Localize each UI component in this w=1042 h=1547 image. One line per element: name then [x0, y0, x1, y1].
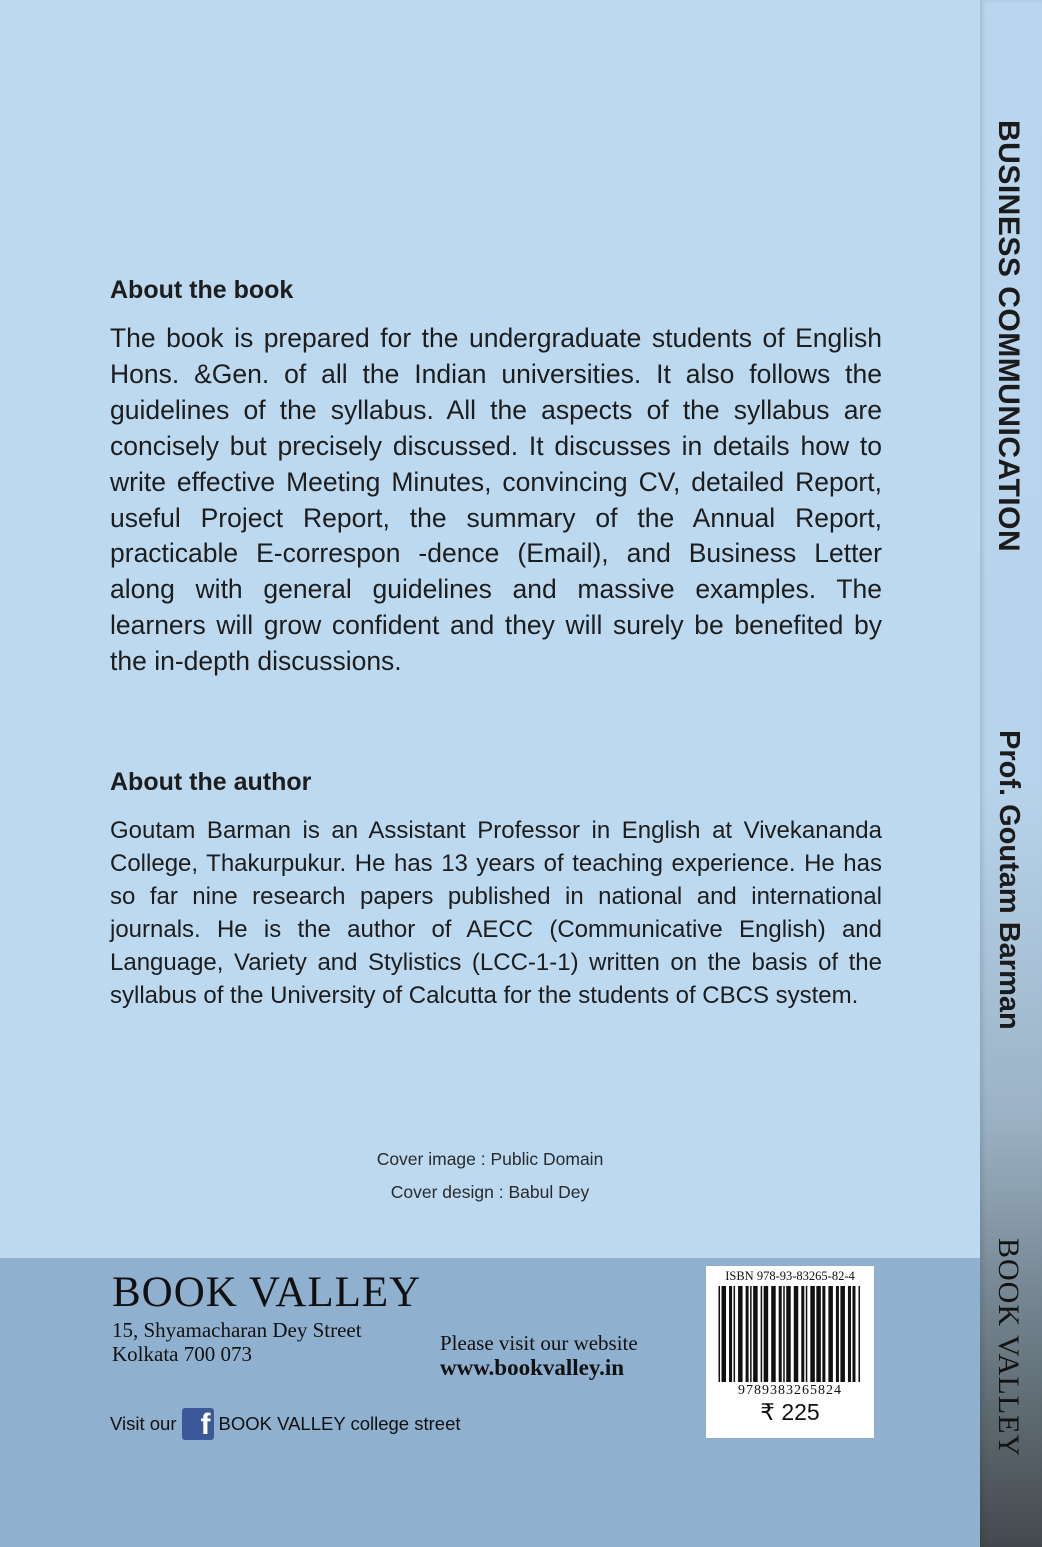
barcode-bar — [852, 1286, 855, 1382]
barcode-bar — [858, 1286, 860, 1382]
cover-design-credit: Cover design : Babul Dey — [390, 1182, 590, 1202]
publisher-logo: BOOK VALLEY — [112, 1269, 422, 1316]
isbn-number: ISBN 978-93-83265-82-4 — [725, 1269, 855, 1283]
spine-publisher: BOOK VALLEY — [992, 1238, 1025, 1458]
barcode-bar — [734, 1286, 736, 1382]
barcode-bar — [719, 1286, 721, 1382]
barcode-bar — [794, 1286, 799, 1382]
barcode-bar — [738, 1286, 743, 1382]
barcode-bar — [771, 1286, 776, 1382]
spine-author: Prof. Goutam Barman — [993, 730, 1025, 1030]
barcode-bar — [822, 1286, 825, 1382]
barcode-bar — [828, 1286, 833, 1382]
about-author-heading: About the author — [110, 768, 312, 796]
barcode-bar — [722, 1286, 727, 1382]
publisher-address-line-1: 15, Shyamacharan Dey Street — [112, 1318, 362, 1342]
barcode-digits: 9789383265824 — [738, 1383, 842, 1398]
facebook-line[interactable] — [110, 1408, 461, 1440]
barcode-bar — [729, 1286, 732, 1382]
barcode-bar — [764, 1286, 769, 1382]
book-price: ₹ 225 — [760, 1399, 820, 1425]
barcode-bar — [779, 1286, 782, 1382]
barcode-bar — [746, 1286, 749, 1382]
barcode-bar — [753, 1286, 758, 1382]
barcode-bar — [783, 1286, 785, 1382]
barcode-bar — [810, 1286, 815, 1382]
about-author-text: Goutam Barman is an Assistant Professor in English at Vivekananda College, Thakurpukur. He has 13 years of teaching experience. He has so far nine research papers published in national and international journals. He is the author of AECC (Communicative English) and Language, Variety and Stylistics (LCC-1-1) written on the basis of the syllabus of the University of Calcutta for the students of CBCS system. — [110, 817, 882, 1009]
barcode-bar — [836, 1286, 839, 1382]
barcode-bar — [761, 1286, 763, 1382]
isbn-barcode — [706, 1266, 874, 1438]
barcode-bar — [801, 1286, 804, 1382]
spine-title: BUSINESS COMMUNICATION — [992, 120, 1025, 553]
facebook-prefix: Visit our — [110, 1413, 177, 1434]
website-url[interactable]: www.bookvalley.in — [440, 1355, 625, 1380]
about-book-heading: About the book — [110, 276, 294, 304]
barcode-bars — [714, 1286, 866, 1382]
barcode-bar — [750, 1286, 752, 1382]
about-book-text: The book is prepared for the undergraduate students of English Hons. &Gen. of all the Indian universities. It also follows the guidelines of the syllabus. All the aspects of the syllabus are concisely but precisely discussed. It discusses in details how to write effective Meeting Minutes, convincing CV, detailed Report, useful Project Report, the summary of the Annual Report, practicable E-correspon -dence (Email), and Business Letter along with general guidelines and massive examples. The learners will grow confident and they will surely be benefited by the in-depth discussions. — [110, 323, 882, 677]
publisher-address-line-2: Kolkata 700 073 — [112, 1342, 252, 1366]
barcode-bar — [848, 1286, 851, 1382]
barcode-bar — [816, 1286, 821, 1382]
book-spine — [980, 0, 1042, 1547]
barcode-bar — [786, 1286, 791, 1382]
cover-image-credit: Cover image : Public Domain — [376, 1149, 604, 1169]
facebook-page-name: BOOK VALLEY college street — [218, 1413, 461, 1434]
barcode-bar — [806, 1286, 808, 1382]
website-label: Please visit our website — [440, 1331, 638, 1355]
facebook-icon: f — [182, 1408, 214, 1440]
barcode-bar — [840, 1286, 845, 1382]
